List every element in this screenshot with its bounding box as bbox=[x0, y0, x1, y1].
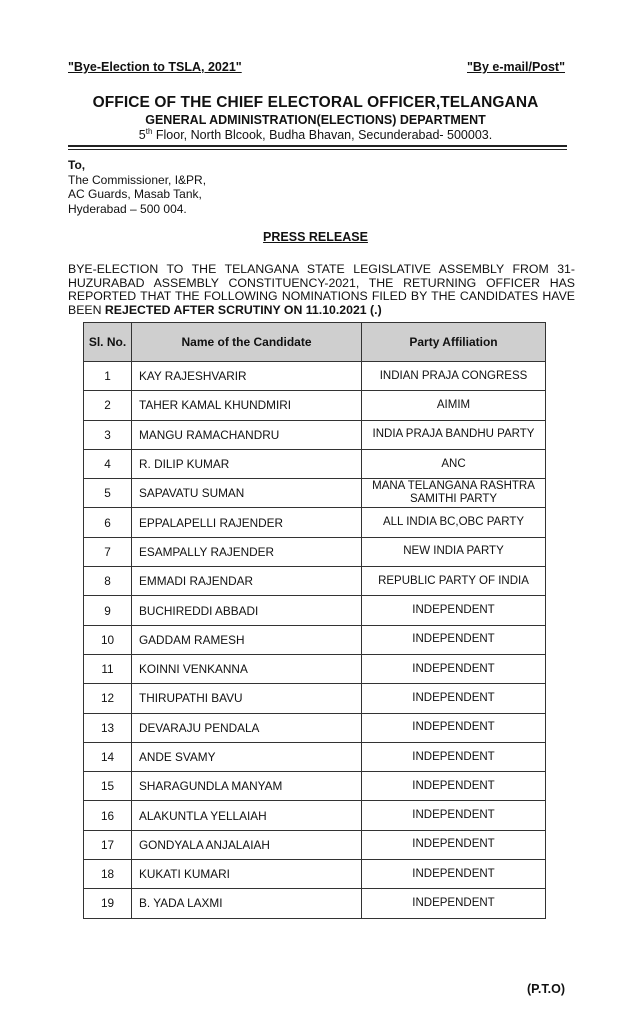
table-row bbox=[84, 567, 546, 596]
serial-number-cell: 18 bbox=[84, 860, 132, 889]
office-title: OFFICE OF THE CHIEF ELECTORAL OFFICER,TELANGANA bbox=[92, 94, 539, 111]
serial-number-cell: 12 bbox=[84, 684, 132, 713]
candidate-name-cell: GADDAM RAMESH bbox=[132, 625, 362, 654]
party-affiliation-cell: NEW INDIA PARTY bbox=[362, 537, 546, 566]
election-tag: "Bye-Election to TSLA, 2021" bbox=[68, 60, 242, 74]
table-row bbox=[84, 479, 546, 508]
serial-number-cell: 1 bbox=[84, 362, 132, 391]
address-floor: 5 bbox=[138, 128, 146, 143]
party-affiliation-cell: INDEPENDENT bbox=[362, 596, 546, 625]
party-affiliation-cell: INDEPENDENT bbox=[362, 772, 546, 801]
serial-number-cell: 9 bbox=[84, 596, 132, 625]
serial-number-cell: 17 bbox=[84, 830, 132, 859]
table-row bbox=[84, 889, 546, 918]
col-header-sl-no: Sl. No. bbox=[84, 323, 132, 362]
party-affiliation-cell: INDEPENDENT bbox=[362, 742, 546, 771]
table-row bbox=[84, 625, 546, 654]
candidate-name-cell: EMMADI RAJENDAR bbox=[132, 567, 362, 596]
party-affiliation-cell: INDEPENDENT bbox=[362, 830, 546, 859]
party-affiliation-cell: INDEPENDENT bbox=[362, 801, 546, 830]
serial-number-cell: 4 bbox=[84, 449, 132, 478]
serial-number-cell: 11 bbox=[84, 654, 132, 683]
table-row bbox=[84, 508, 546, 537]
delivery-mode-tag: "By e-mail/Post" bbox=[467, 60, 565, 74]
candidate-name-cell: ESAMPALLY RAJENDER bbox=[132, 537, 362, 566]
recipient-line: Hyderabad – 500 004. bbox=[68, 201, 187, 216]
table-row bbox=[84, 362, 546, 391]
serial-number-cell: 7 bbox=[84, 537, 132, 566]
table-row bbox=[84, 654, 546, 683]
table-row bbox=[84, 596, 546, 625]
party-affiliation-cell: INDIA PRAJA BANDHU PARTY bbox=[362, 420, 546, 449]
candidate-name-cell: SHARAGUNDLA MANYAM bbox=[132, 772, 362, 801]
party-affiliation-cell: INDEPENDENT bbox=[362, 889, 546, 918]
table-row bbox=[84, 830, 546, 859]
party-affiliation-cell: INDEPENDENT bbox=[362, 654, 546, 683]
table-row bbox=[84, 713, 546, 742]
department-title: GENERAL ADMINISTRATION(ELECTIONS) DEPARTMENT bbox=[145, 113, 486, 127]
body-highlight: REJECTED AFTER SCRUTINY ON 11.10.2021 (.) bbox=[104, 302, 382, 317]
serial-number-cell: 15 bbox=[84, 772, 132, 801]
recipient-label: To, bbox=[68, 158, 86, 172]
col-header-party: Party Affiliation bbox=[362, 323, 546, 362]
candidate-name-cell: ANDE SVAMY bbox=[132, 742, 362, 771]
party-affiliation-cell: AIMIM bbox=[362, 391, 546, 420]
col-header-candidate-name: Name of the Candidate bbox=[132, 323, 362, 362]
recipient-line: AC Guards, Masab Tank, bbox=[68, 187, 202, 201]
serial-number-cell: 3 bbox=[84, 420, 132, 449]
serial-number-cell: 13 bbox=[84, 713, 132, 742]
table-row bbox=[84, 537, 546, 566]
party-affiliation-cell: INDEPENDENT bbox=[362, 684, 546, 713]
table-row bbox=[84, 420, 546, 449]
serial-number-cell: 5 bbox=[84, 479, 132, 508]
candidate-name-cell: SAPAVATU SUMAN bbox=[132, 479, 362, 508]
serial-number-cell: 6 bbox=[84, 508, 132, 537]
table-row bbox=[84, 860, 546, 889]
table-row bbox=[84, 449, 546, 478]
office-address bbox=[0, 127, 631, 142]
party-affiliation-cell: INDEPENDENT bbox=[362, 625, 546, 654]
table-row bbox=[84, 742, 546, 771]
table-header-row bbox=[84, 323, 546, 362]
table-row bbox=[84, 772, 546, 801]
header-rule-thin bbox=[68, 149, 567, 150]
header-rule bbox=[68, 145, 567, 147]
candidate-name-cell: GONDYALA ANJALAIAH bbox=[132, 830, 362, 859]
serial-number-cell: 2 bbox=[84, 391, 132, 420]
candidate-name-cell: MANGU RAMACHANDRU bbox=[132, 420, 362, 449]
party-affiliation-cell: INDEPENDENT bbox=[362, 713, 546, 742]
page-turn-note: (P.T.O) bbox=[527, 982, 565, 996]
table-row bbox=[84, 684, 546, 713]
candidate-name-cell: TAHER KAMAL KHUNDMIRI bbox=[132, 391, 362, 420]
candidate-name-cell: EPPALAPELLI RAJENDER bbox=[132, 508, 362, 537]
table-row bbox=[84, 801, 546, 830]
candidate-name-cell: KUKATI KUMARI bbox=[132, 860, 362, 889]
candidate-name-cell: KOINNI VENKANNA bbox=[132, 654, 362, 683]
table-row bbox=[84, 391, 546, 420]
candidate-name-cell: B. YADA LAXMI bbox=[132, 889, 362, 918]
candidate-name-cell: BUCHIREDDI ABBADI bbox=[132, 596, 362, 625]
candidate-name-cell: THIRUPATHI BAVU bbox=[132, 684, 362, 713]
serial-number-cell: 10 bbox=[84, 625, 132, 654]
recipient-line: The Commissioner, I&PR, bbox=[68, 172, 207, 187]
serial-number-cell: 16 bbox=[84, 801, 132, 830]
serial-number-cell: 14 bbox=[84, 742, 132, 771]
party-affiliation-cell: ALL INDIA BC,OBC PARTY bbox=[362, 508, 546, 537]
candidate-name-cell: KAY RAJESHVARIR bbox=[132, 362, 362, 391]
press-release-title: PRESS RELEASE bbox=[263, 230, 368, 244]
party-affiliation-cell: ANC bbox=[362, 449, 546, 478]
party-affiliation-cell: INDIAN PRAJA CONGRESS bbox=[362, 362, 546, 391]
party-affiliation-cell: REPUBLIC PARTY OF INDIA bbox=[362, 567, 546, 596]
address-floor-suffix: th bbox=[145, 127, 153, 136]
party-affiliation-cell: MANA TELANGANA RASHTRA SAMITHI PARTY bbox=[362, 479, 546, 508]
press-release-body bbox=[68, 263, 575, 317]
party-affiliation-cell: INDEPENDENT bbox=[362, 860, 546, 889]
candidate-name-cell: ALAKUNTLA YELLAIAH bbox=[132, 801, 362, 830]
recipient-block bbox=[68, 158, 206, 216]
body-text: BYE-ELECTION TO THE TELANGANA STATE LEGISLATIVE ASSEMBLY FROM 31-HUZURABAD ASSEMBLY CONSTITUENCY-2021, THE RETURNING OFFICER HAS REPORTED THAT THE FOLLOWING NOMINATIONS FILED BY THE CANDIDATES HAVE BEEN bbox=[68, 262, 575, 317]
serial-number-cell: 8 bbox=[84, 567, 132, 596]
candidate-name-cell: R. DILIP KUMAR bbox=[132, 449, 362, 478]
serial-number-cell: 19 bbox=[84, 889, 132, 918]
address-rest: Floor, North Blcook, Budha Bhavan, Secunderabad- 500003. bbox=[152, 128, 493, 143]
candidate-name-cell: DEVARAJU PENDALA bbox=[132, 713, 362, 742]
rejected-nominations-table bbox=[83, 322, 546, 919]
